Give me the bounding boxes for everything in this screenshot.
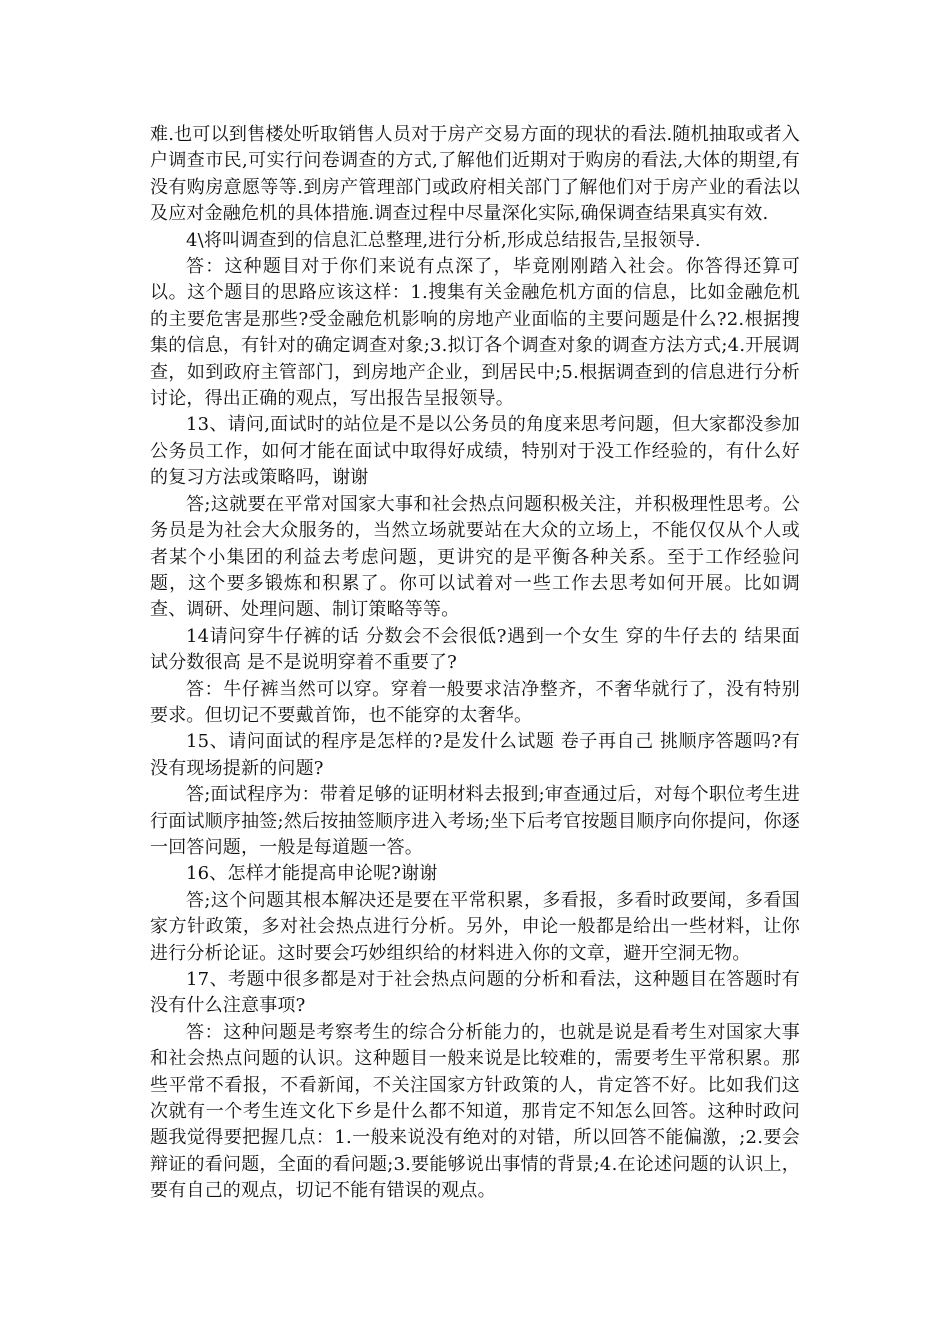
paragraph-answer-14: 答：牛仔裤当然可以穿。穿着一般要求洁净整齐，不奢华就行了，没有特别要求。但切记不要戴首饰，也不能穿的太奢华。	[150, 678, 800, 726]
paragraph-question-14: 14请问穿牛仔裤的话 分数会不会很低?遇到一个女生 穿的牛仔去的 结果面试分数很高 是不是说明穿着不重要了?	[150, 625, 800, 674]
paragraph-continuation: 难.也可以到售楼处听取销售人员对于房产交易方面的现状的看法.随机抽取或者入户调查市民,可实行问卷调查的方式,了解他们近期对于购房的看法,大体的期望,有没有购房意愿等等.到房产管理部门或政府相关部门了解他们对于房产业的看法以及应对金融危机的具体措施.调查过程中尽量深化实际,确保调查结果真实有效.	[150, 124, 800, 225]
paragraph-answer: 答：这种题目对于你们来说有点深了，毕竟刚刚踏入社会。你答得还算可以。这个题目的思路应该这样：1.搜集有关金融危机方面的信息，比如金融危机的主要危害是那些?受金融危机影响的房地产业面临的主要问题是什么?2.根据搜集的信息，有针对的确定调查对象;3.拟订各个调查对象的调查方法方式;4.开展调查，如到政府主管部门，到房地产企业，到居民中;5.根据调查到的信息进行分析讨论，得出正确的观点，写出报告呈报领导。	[150, 256, 800, 410]
document-body	[150, 122, 800, 1205]
paragraph-question-17: 17、考题中很多都是对于社会热点问题的分析和看法，这种题目在答题时有没有什么注意事项?	[150, 969, 800, 1017]
paragraph-question-15: 15、请问面试的程序是怎样的?是发什么试题 卷子再自己 挑顺序答题吗?有没有现场提新的问题?	[150, 731, 800, 779]
paragraph-question-16: 16、怎样才能提高申论呢?谢谢	[186, 863, 438, 885]
paragraph-answer-15: 答;面试程序为：带着足够的证明材料去报到;审查通过后，对每个职位考生进行面试顺序抽签;然后按抽签顺序进入考场;坐下后考官按题目顺序向你提问，你逐一回答问题，一般是每道题一答。	[150, 784, 800, 858]
paragraph-answer-13: 答;这就要在平常对国家大事和社会热点问题积极关注，并积极理性思考。公务员是为社会大众服务的，当然立场就要站在大众的立场上，不能仅仅从个人或者某个小集团的利益去考虑问题，更讲究的是平衡各种关系。至于工作经验问题，这个要多锻炼和积累了。你可以试着对一些工作去思考如何开展。比如调查、调研、处理问题、制订策略等等。	[150, 493, 800, 621]
paragraph-step-4: 4\将叫调查到的信息汇总整理,进行分析,形成总结报告,呈报领导.	[186, 229, 701, 251]
paragraph-answer-16: 答;这个问题其根本解决还是要在平常积累，多看报，多看时政要闻，多看国家方针政策，多对社会热点进行分析。另外，申论一般都是给出一些材料，让你进行分析论证。这时要会巧妙组织给的材料进入你的文章，避开空洞无物。	[150, 889, 800, 964]
paragraph-answer-17: 答：这种问题是考察考生的综合分析能力的，也就是说是看考生对国家大事和社会热点问题的认识。这种题目一般来说是比较难的，需要考生平常积累。那些平常不看报，不看新闻，不关注国家方针政策的人，肯定答不好。比如我们这次就有一个考生连文化下乡是什么都不知道，那肯定不知怎么回答。这种时政问题我觉得要把握几点：1.一般来说没有绝对的对错，所以回答不能偏激，;2.要会辩证的看问题，全面的看问题;3.要能够说出事情的背景;4.在论述问题的认识上，要有自己的观点，切记不能有错误的观点。	[150, 1021, 800, 1202]
paragraph-question-13: 13、请问,面试时的站位是不是以公务员的角度来思考问题，但大家都没参加公务员工作，如何才能在面试中取得好成绩，特别对于没工作经验的，有什么好的复习方法或策略吗，谢谢	[150, 414, 800, 489]
